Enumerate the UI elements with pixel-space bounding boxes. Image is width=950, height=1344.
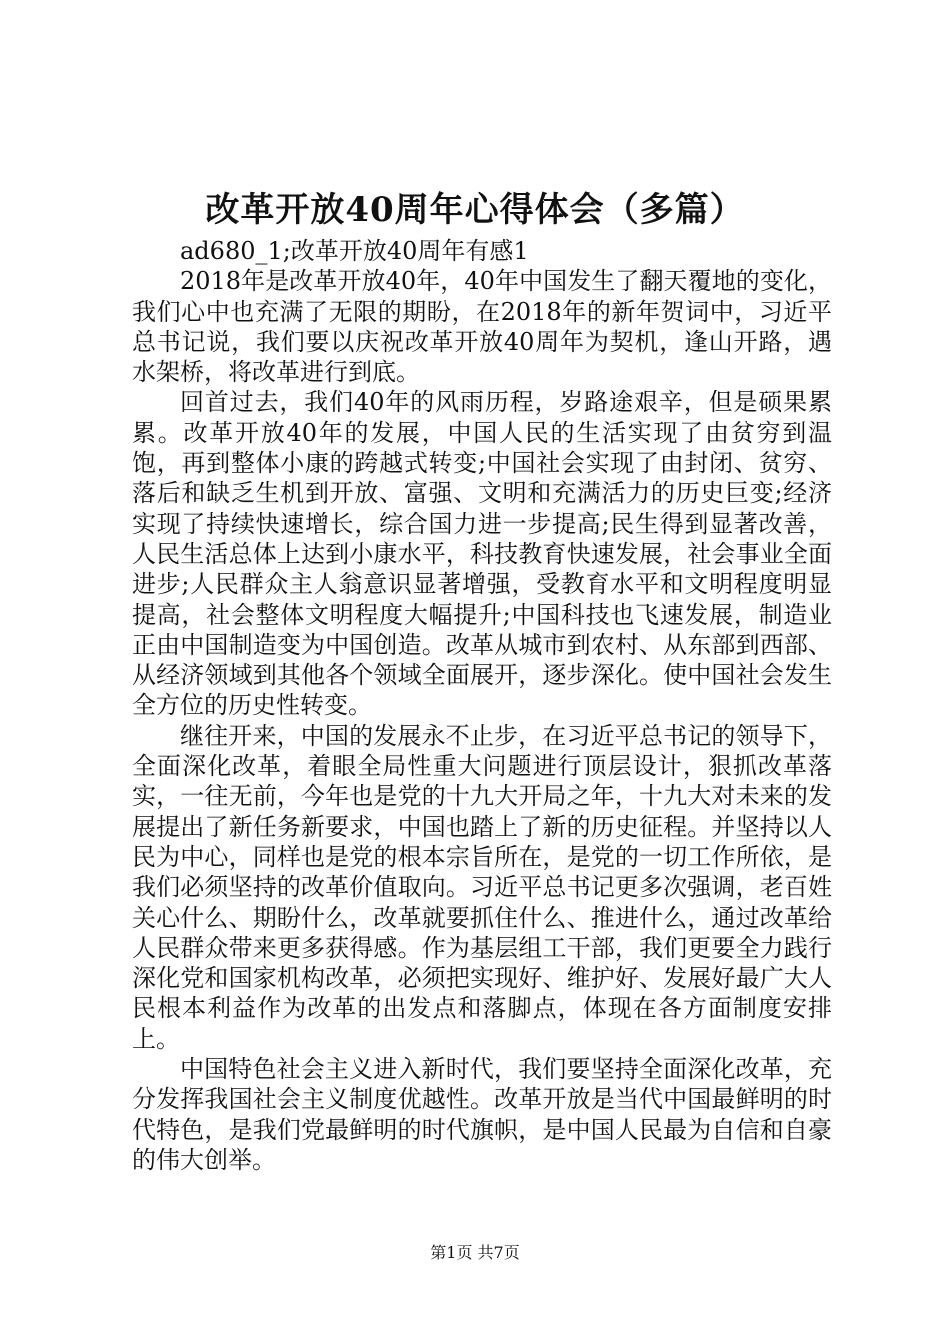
paragraph-1: 2018年是改革开放40年，40年中国发生了翻天覆地的变化，我们心中也充满了无限的期盼，在2018年的新年贺词中，习近平总书记说，我们要以庆祝改革开放40周年为契机，逢山开路，遇水架桥，将改革进行到底。	[132, 267, 832, 387]
subtitle-line: ad680_1;改革开放40周年有感1	[180, 237, 529, 265]
document-title: 改革开放40周年心得体会（多篇）	[205, 190, 745, 230]
paragraph-4: 中国特色社会主义进入新时代，我们要坚持全面深化改革，充分发挥我国社会主义制度优越性。改革开放是当代中国最鲜明的时代特色，是我们党最鲜明的时代旗帜，是中国人民最为自信和自豪的伟大创举。	[132, 1055, 832, 1174]
paragraph-2: 回首过去，我们40年的风雨历程，岁路途艰辛，但是硕果累累。改革开放40年的发展，中国人民的生活实现了由贫穷到温饱，再到整体小康的跨越式转变;中国社会实现了由封闭、贫穷、落后和缺乏生机到开放、富强、文明和充满活力的历史巨变;经济实现了持续快速增长，综合国力进一步提高;民生得到显著改善，人民生活总体上达到小康水平，科技教育快速发展，社会事业全面进步;人民群众主人翁意识显著增强，受教育水平和文明程度明显提高，社会整体文明程度大幅提升;中国科技也飞速发展，制造业正由中国制造变为中国创造。改革从城市到农村、从东部到西部、从经济领域到其他各个领域全面展开，逐步深化。使中国社会发生全方位的历史性转变。	[132, 388, 832, 720]
paragraph-3: 继往开来，中国的发展永不止步，在习近平总书记的领导下，全面深化改革，着眼全局性重大问题进行顶层设计，狠抓改革落实，一往无前，今年也是党的十九大开局之年，十九大对未来的发展提出了新任务新要求，中国也踏上了新的历史征程。并坚持以人民为中心，同样也是党的根本宗旨所在，是党的一切工作所依，是我们必须坚持的改革价值取向。习近平总书记更多次强调，老百姓关心什么、期盼什么，改革就要抓住什么、推进什么，通过改革给人民群众带来更多获得感。作为基层组工干部，我们更要全力践行深化党和国家机构改革，必须把实现好、维护好、发展好最广大人民根本利益作为改革的出发点和落脚点，体现在各方面制度安排上。	[132, 721, 832, 1053]
document-body	[132, 236, 832, 1175]
page-footer: 第1页 共7页	[430, 1243, 520, 1262]
